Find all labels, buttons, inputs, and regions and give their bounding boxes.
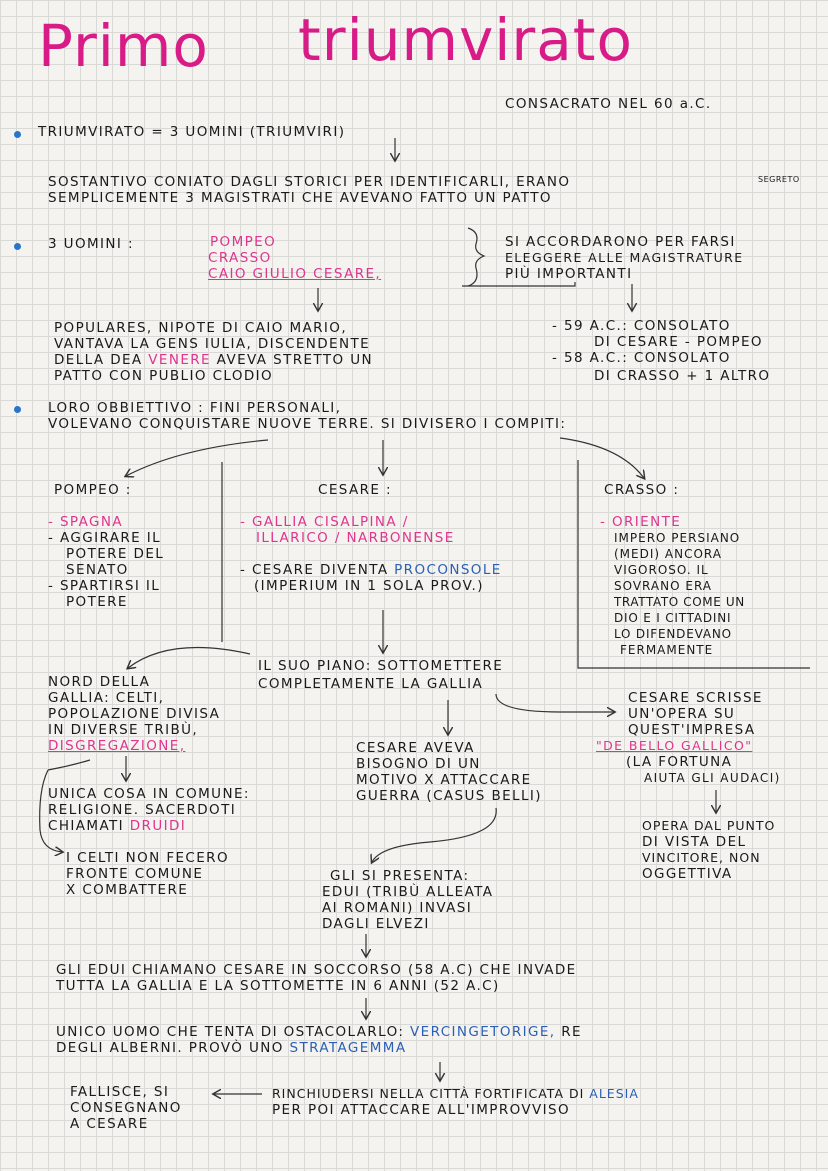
- obbiettivo-1: LORO OBBIETTIVO : FINI PERSONALI,: [48, 400, 342, 416]
- fallisce-3: A CESARE: [70, 1116, 149, 1132]
- soccorso-2: TUTTA LA GALLIA E LA SOTTOMETTE IN 6 ANNI (52 A.C): [56, 978, 500, 994]
- crasso-1: IMPERO PERSIANO: [614, 531, 741, 545]
- fallisce-1: FALLISCE, SI: [70, 1084, 170, 1100]
- edui-2: EDUI (TRIBÙ ALLEATA: [322, 884, 494, 900]
- piano-2: COMPLETAMENTE LA GALLIA: [258, 676, 484, 692]
- pompeo-3: SENATO: [66, 562, 129, 578]
- consolato-1: - 59 A.C.: CONSOLATO: [552, 318, 731, 334]
- alesia-pre: RINCHIUDERSI NELLA CITTÀ FORTIFICATA DI: [272, 1086, 590, 1101]
- populares-4: PATTO CON PUBLIO CLODIO: [54, 368, 274, 384]
- arrow-crasso: [560, 438, 644, 478]
- title-word-triumvirato: triumvirato: [298, 6, 634, 74]
- bracket-celti: [40, 770, 62, 852]
- venere-word: VENERE: [148, 352, 211, 368]
- brace: [468, 228, 484, 286]
- disgregazione: DISGREGAZIONE,: [48, 738, 186, 754]
- pompeo-heading: POMPEO :: [54, 482, 132, 498]
- verci-post: RE: [555, 1024, 582, 1040]
- pompeo-5: POTERE: [66, 594, 128, 610]
- punto-vista-1: OPERA DAL PUNTO: [642, 818, 776, 833]
- crasso-heading: CRASSO :: [604, 482, 680, 498]
- stratagemma-word: STRATAGEMMA: [289, 1040, 407, 1056]
- edui-3: AI ROMANI) INVASI: [322, 900, 473, 916]
- arrow-opera: [496, 694, 614, 712]
- accordarono-1: SI ACCORDARONO PER FARSI: [505, 234, 736, 250]
- accordarono-3: PIÙ IMPORTANTI: [505, 266, 633, 282]
- fortuna-2: AIUTA GLI AUDACI): [644, 771, 781, 785]
- arrow-edui: [372, 808, 496, 862]
- crasso-7: LO DIFENDEVANO: [614, 627, 732, 641]
- crasso-3: VIGOROSO. IL: [614, 563, 709, 577]
- punto-vista-4: OGGETTIVA: [642, 866, 733, 882]
- punto-vista-3: VINCITORE, NON: [642, 850, 761, 865]
- triumvirato-definition: TRIUMVIRATO = 3 UOMINI (TRIUMVIRI): [38, 124, 346, 140]
- pompeo-1: - AGGIRARE IL: [48, 530, 162, 546]
- consolato-3: - 58 A.C.: CONSOLATO: [552, 350, 731, 366]
- nord-4: IN DIVERSE TRIBÙ,: [48, 722, 199, 738]
- alesia-word: ALESIA: [589, 1086, 639, 1101]
- connector-disgregazione: [48, 760, 90, 770]
- druidi-pre: CHIAMATI: [48, 818, 130, 834]
- alesia-line-2: PER POI ATTACCARE ALL'IMPROVVISO: [272, 1102, 571, 1118]
- opera-2: UN'OPERA SU: [628, 706, 736, 722]
- populares-2: VANTAVA LA GENS IULIA, DISCENDENTE: [54, 336, 371, 352]
- consolato-4: DI CRASSO + 1 ALTRO: [594, 368, 771, 384]
- arrow-pompeo: [126, 440, 268, 476]
- cesare-gallia-1: - GALLIA CISALPINA /: [240, 514, 409, 530]
- crasso-6: DIO E I CITTADINI: [614, 611, 732, 625]
- venere-post: AVEVA STRETTO UN: [210, 352, 373, 368]
- tre-uomini-label: 3 UOMINI :: [48, 236, 134, 252]
- verci-pre: UNICO UOMO CHE TENTA DI OSTACOLARLO:: [56, 1024, 411, 1040]
- pompeo-spagna: - SPAGNA: [48, 514, 124, 530]
- crasso-4: SOVRANO ERA: [614, 579, 712, 593]
- crasso-oriente: - ORIENTE: [600, 514, 682, 530]
- nord-3: POPOLAZIONE DIVISA: [48, 706, 221, 722]
- alberni-pre: DEGLI ALBERNI. PROVÒ UNO: [56, 1040, 290, 1056]
- nord-1: NORD DELLA: [48, 674, 151, 690]
- comune-2: RELIGIONE. SACERDOTI: [48, 802, 237, 818]
- celti-fronte-3: X COMBATTERE: [66, 882, 189, 898]
- obbiettivo-2: VOLEVANO CONQUISTARE NUOVE TERRE. SI DIVISERO I COMPITI:: [48, 416, 567, 432]
- motivo-3: MOTIVO X ATTACCARE: [356, 772, 532, 788]
- motivo-2: BISOGNO DI UN: [356, 756, 481, 772]
- opera-3: QUEST'IMPRESA: [628, 722, 756, 738]
- punto-vista-2: DI VISTA DEL: [642, 834, 747, 850]
- motivo-4: GUERRA (CASUS BELLI): [356, 788, 542, 804]
- sostantivo-line-2: SEMPLICEMENTE 3 MAGISTRATI CHE AVEVANO FATTO UN PATTO: [48, 190, 552, 206]
- nord-2: GALLIA: CELTI,: [48, 690, 165, 706]
- venere-pre: DELLA DEA: [54, 352, 149, 368]
- cesare-imperium: (IMPERIUM IN 1 SOLA PROV.): [254, 578, 484, 594]
- segreto-note: SEGRETO: [758, 175, 800, 184]
- underline-cesare: [462, 282, 575, 286]
- cesare-gallia-2: ILLARICO / NARBONENSE: [256, 530, 455, 546]
- proconsole-word: PROCONSOLE: [394, 562, 502, 578]
- edui-4: DAGLI ELVEZI: [322, 916, 430, 932]
- sostantivo-line-1: SOSTANTIVO CONIATO DAGLI STORICI PER IDENTIFICARLI, ERANO: [48, 174, 571, 190]
- fortuna-1: (LA FORTUNA: [626, 754, 733, 770]
- consacrato-note: CONSACRATO NEL 60 a.C.: [505, 96, 712, 112]
- fallisce-2: CONSEGNANO: [70, 1100, 182, 1116]
- crasso-2: (MEDI) ANCORA: [614, 547, 722, 561]
- nome-crasso: CRASSO: [208, 250, 272, 266]
- celti-fronte-1: I CELTI NON FECERO: [66, 850, 229, 866]
- opera-1: CESARE SCRISSE: [628, 690, 763, 706]
- nome-pompeo: POMPEO: [210, 234, 277, 250]
- soccorso-1: GLI EDUI CHIAMANO CESARE IN SOCCORSO (58 A.C) CHE INVADE: [56, 962, 577, 978]
- piano-1: IL SUO PIANO: SOTTOMETTERE: [258, 658, 504, 674]
- comune-1: UNICA COSA IN COMUNE:: [48, 786, 250, 802]
- opera-title: "DE BELLO GALLICO": [596, 738, 753, 753]
- arrow-nord: [128, 648, 250, 668]
- druidi-word: DRUIDI: [129, 818, 187, 834]
- pompeo-2: POTERE DEL: [66, 546, 165, 562]
- motivo-1: CESARE AVEVA: [356, 740, 475, 756]
- edui-1: GLI SI PRESENTA:: [330, 868, 470, 884]
- pompeo-4: - SPARTIRSI IL: [48, 578, 161, 594]
- accordarono-2: ELEGGERE ALLE MAGISTRATURE: [505, 250, 744, 265]
- crasso-5: TRATTATO COME UN: [614, 595, 745, 609]
- celti-fronte-2: FRONTE COMUNE: [66, 866, 204, 882]
- consolato-2: DI CESARE - POMPEO: [594, 334, 763, 350]
- vercingetorige-word: VERCINGETORIGE,: [410, 1024, 556, 1040]
- title-word-primo: Primo: [38, 12, 209, 80]
- crasso-8: FERMAMENTE: [620, 643, 714, 657]
- populares-1: POPULARES, NIPOTE DI CAIO MARIO,: [54, 320, 348, 336]
- cesare-heading: CESARE :: [318, 482, 392, 498]
- divider-right: [578, 460, 810, 668]
- proconsole-pre: - CESARE DIVENTA: [240, 562, 395, 578]
- nome-cesare: CAIO GIULIO CESARE,: [208, 266, 382, 282]
